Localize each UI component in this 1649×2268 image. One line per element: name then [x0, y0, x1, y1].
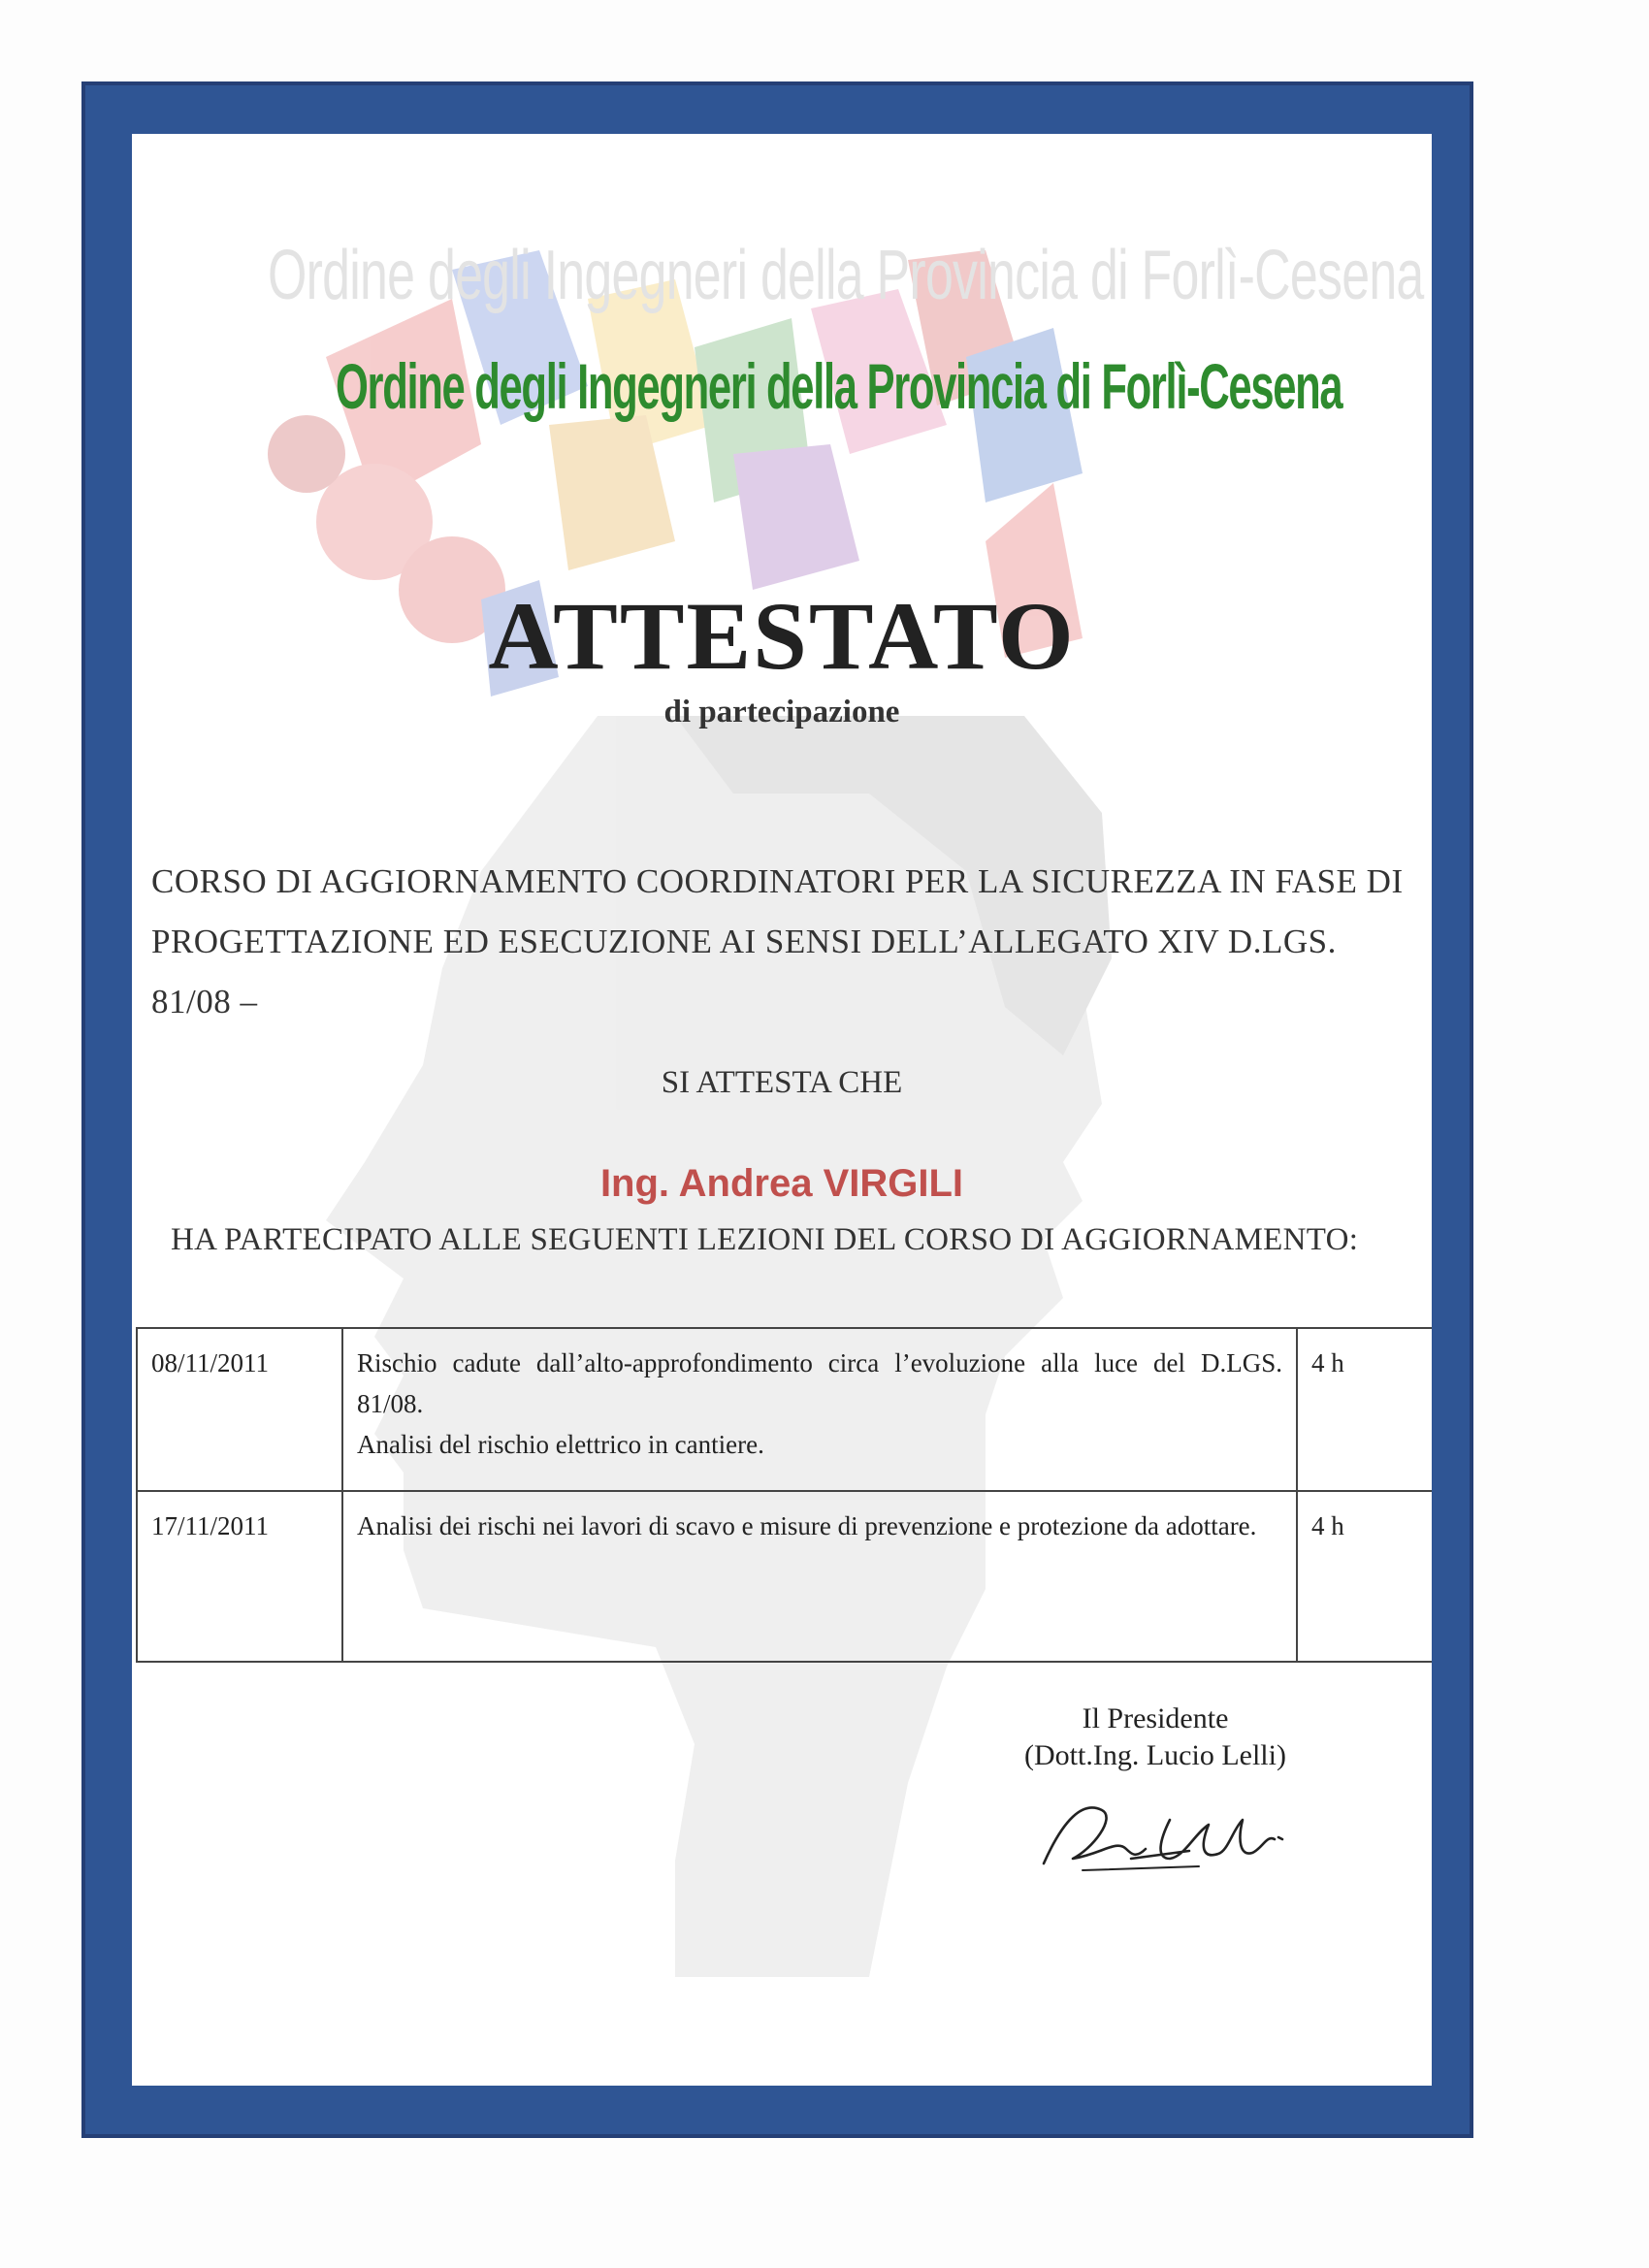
lesson-date: 17/11/2011	[137, 1491, 342, 1662]
attestation-statement: SI ATTESTA CHE	[661, 1065, 903, 1100]
course-line-2: PROGETTAZIONE ED ESECUZIONE AI SENSI DELL’ALLEGATO XIV D.LGS. 81/08 –	[151, 923, 1337, 1021]
lesson-description-line: Analisi del rischio elettrico in cantiere.	[357, 1430, 764, 1459]
signatory-role: Il Presidente	[1082, 1702, 1229, 1734]
signature-image	[1024, 1781, 1315, 1888]
table-row	[137, 1328, 1432, 1491]
certificate-subtitle: di partecipazione	[663, 695, 900, 729]
certificate-sheet	[132, 134, 1432, 2086]
course-description	[151, 852, 1422, 1032]
participant-name: Ing. Andrea VIRGILI	[599, 1162, 964, 1205]
lesson-description-line: Analisi dei rischi nei lavori di scavo e misure di prevenzione e protezione da adottare.	[357, 1511, 1257, 1540]
lesson-date: 08/11/2011	[137, 1328, 342, 1491]
organization-name: Ordine degli Ingegneri della Provincia di Forlì-Cesena	[336, 350, 1342, 422]
lesson-description-line: Rischio cadute dall’alto-approfondimento circa l’evoluzione alla luce del D.LGS. 81/08.	[357, 1348, 1282, 1418]
lesson-hours: 4 h	[1297, 1491, 1432, 1662]
lesson-description	[342, 1491, 1297, 1662]
signatory-block	[995, 1701, 1315, 1774]
participation-statement: HA PARTECIPATO ALLE SEGUENTI LEZIONI DEL CORSO DI AGGIORNAMENTO:	[171, 1222, 1359, 1257]
header-ghost-text: Ordine degli Ingegneri della Provincia di Forlì-Cesena	[268, 237, 1424, 314]
table-row	[137, 1491, 1432, 1662]
course-line-1: CORSO DI AGGIORNAMENTO COORDINATORI PER LA SICUREZZA IN FASE DI	[151, 862, 1404, 900]
certificate-title: ATTESTATO	[488, 582, 1076, 690]
signatory-name: (Dott.Ing. Lucio Lelli)	[1024, 1739, 1286, 1771]
lessons-table	[136, 1327, 1432, 1663]
lesson-hours: 4 h	[1297, 1328, 1432, 1491]
lesson-description	[342, 1328, 1297, 1491]
